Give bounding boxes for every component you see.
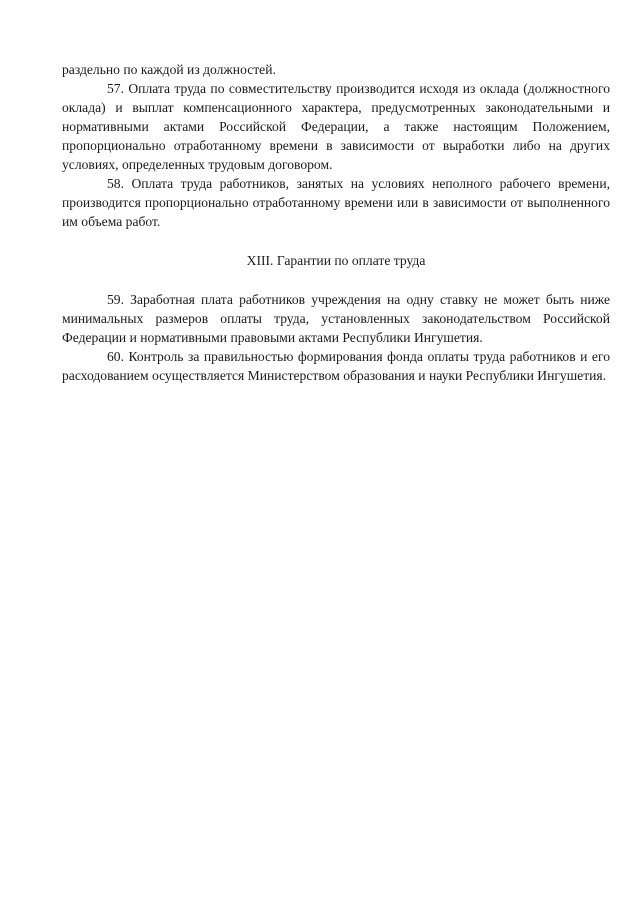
paragraph-57: 57. Оплата труда по совместительству производится исходя из оклада (должностного оклада) и выплат компенсационного характера, предусмотренных законодательными и нормативными актами Российской Федерации, а также настоящим Положением, пропорционально отработанному времени в зависимости от выработки либо на других условиях, определенных трудовым договором.	[62, 81, 610, 172]
paragraph-60: 60. Контроль за правильностью формирования фонда оплаты труда работников и его расходованием осуществляется Министерством образования и науки Республики Ингушетия.	[62, 349, 610, 383]
section-heading: XIII. Гарантии по оплате труда	[246, 253, 426, 268]
paragraph-58: 58. Оплата труда работников, занятых на условиях неполного рабочего времени, производится пропорционально отработанному времени или в зависимости от выполненного им объема работ.	[62, 176, 610, 229]
paragraph-continuation: раздельно по каждой из должностей.	[62, 62, 276, 77]
document-body	[62, 60, 610, 385]
paragraph-59: 59. Заработная плата работников учреждения на одну ставку не может быть ниже минимальных размеров оплаты труда, установленных законодательством Российской Федерации и нормативными правовыми актами Республики Ингушетия.	[62, 292, 610, 345]
